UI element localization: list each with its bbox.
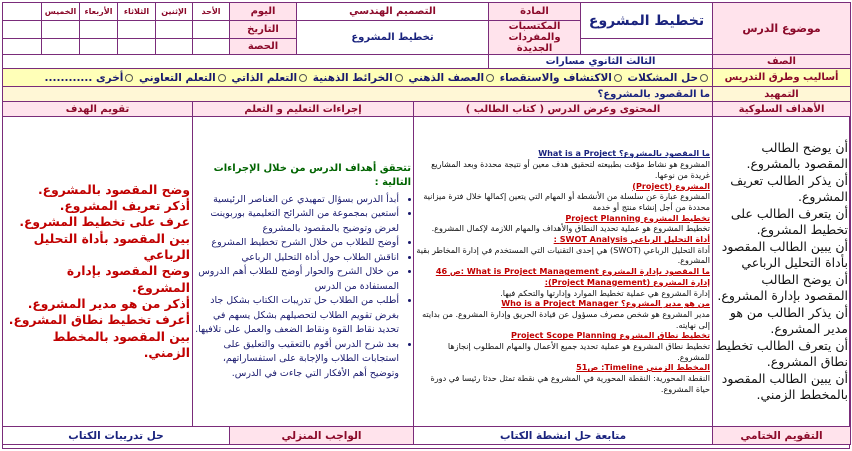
- concepts-value: تخطيط المشروع: [297, 21, 489, 55]
- content-text: النقطة المحورية: النقطة المحورية في المشروع هي نقطة تمثل حدثا رئيسا في دورة حياة المشروع.: [430, 373, 711, 394]
- method-option[interactable]: أخرى ............: [45, 72, 136, 84]
- evaluation-item: عرف على تخطيط المشروع.: [19, 215, 190, 230]
- procedures-intro: تتحقق أهداف الدرس من خلال الإجراءات التالية :: [213, 162, 412, 189]
- methods-list: [3, 69, 713, 87]
- objective-item: أن يبين الطالب المقصود بأداة التحليل الرباعي: [721, 238, 849, 270]
- homework-label: الواجب المنزلي: [230, 427, 414, 445]
- content-text: أداة التحليل الرباعي (SWOT) هي إحدى التقنيات التي المستخدم في إدارة المخاطر بقية المشروع.: [416, 244, 711, 266]
- followup-activities: متابعة حل انشطة الكتاب: [414, 427, 713, 445]
- procedures-header: إجراءات التعليم و التعلم: [193, 102, 414, 117]
- content-cell: [414, 117, 713, 427]
- day-sunday: الأحد: [193, 3, 230, 21]
- period-cell-3[interactable]: [118, 39, 156, 55]
- content-text: المشروع هو نشاط مؤقت بطبيعته لتحقيق هدف معين أو نتيجة محددة وبعد المشاريع غريدة من نوعها.: [431, 159, 711, 180]
- class-label: الصف: [713, 55, 851, 69]
- objective-item: أن يتعرف الطالب على تخطيط المشروع.: [730, 205, 849, 237]
- evaluation-item: وضح المقصود بالمشروع.: [38, 182, 190, 197]
- content-text: تخطيط نطاق المشروع هو عملية تحديد جميع الأعمال والمهام المطلوب إنجازها للمشروع.: [447, 341, 711, 362]
- evaluation-item: أذكر من هو مدير المشروع.: [27, 296, 190, 311]
- methods-label: أساليب وطرق التدريس: [713, 69, 851, 87]
- content-title: تخطيط نطاق المشروع Project Scope Planning: [511, 330, 711, 341]
- procedures-cell: [193, 117, 414, 427]
- objective-item: أن يتعرف الطالب تخطيط نطاق المشروع.: [715, 337, 849, 369]
- period-cell-1[interactable]: [193, 39, 230, 55]
- radio-icon: [614, 74, 622, 82]
- date-cell-3[interactable]: [118, 21, 156, 39]
- objectives-header: الأهداف السلوكية: [713, 102, 851, 117]
- content-title: من هو مدير المشروع؟ Who is a Project Manager: [501, 298, 711, 309]
- evaluation-item: بين المقصود بأداة التحليل الرباعي: [33, 231, 190, 263]
- subject-label: المادة: [489, 3, 581, 21]
- procedure-item: • أستعين بمجموعة من الشرائح التعليمية بوربوينت لعرض وتوضيح بالمقصود بالمشروع: [195, 207, 399, 236]
- evaluation-item: وضح المقصود بإدارة المشروع.: [66, 264, 190, 295]
- radio-icon: [486, 74, 494, 82]
- method-option[interactable]: التعلم الذاتي: [231, 72, 309, 84]
- procedure-item: • أوضح للطلاب من خلال الشرح تخطيط المشروع: [195, 236, 399, 251]
- content-title: تخطيط المشروع Project Planning: [565, 212, 711, 223]
- date-label: التاريخ: [230, 21, 297, 39]
- content-title: المخطط الزمني Timeline: ص51: [576, 362, 711, 373]
- evaluation-header: تقويم الهدف: [3, 102, 193, 117]
- period-label: الحصة: [230, 39, 297, 55]
- book-exercises: حل تدريبات الكتاب: [3, 427, 230, 445]
- procedure-item: • أطلب من الطلاب حل تدريبات الكتاب بشكل جاد بغرض تقويم الطلاب لتحصيلهم بشكل يسهم في تحديد نقاط القوة ونقاط الضعف والعمل على تلافيها.: [195, 294, 399, 338]
- class-value: الثالث الثانوي مسارات: [489, 55, 713, 69]
- radio-icon: [395, 74, 403, 82]
- topic-subcell: [581, 39, 713, 55]
- evaluation-cell: [3, 117, 193, 427]
- content-title: ما المقصود بالمشروع؟ What is a Project: [538, 148, 711, 159]
- content-text: تخطيط المشروع هو عملية تحديد النطاق والأهداف والمهام اللازمة لإكمال المشروع.: [431, 223, 711, 234]
- date-cell-2[interactable]: [156, 21, 193, 39]
- period-cell-6[interactable]: [3, 39, 42, 55]
- content-text: المشروع عبارة عن سلسلة من الأنشطة أو المهام التي يتعين إكمالها خلال فترة ميزانية محددة من أجل إنشاء منتج أو خدمة: [423, 191, 711, 212]
- content-text: مدير المشروع هو شخص مصرف مسؤول عن قيادة الحريق وإدارة المشروع. من بدايته إلى نهايته.: [422, 308, 711, 330]
- period-cell-4[interactable]: [80, 39, 118, 55]
- content-title: ما المقصود بإدارة المشروع What is Project Management :ص 46: [435, 266, 711, 277]
- radio-icon: [299, 74, 307, 82]
- subject-value: التصميم الهندسي: [297, 3, 489, 21]
- topic-label: موضوع الدرس: [713, 3, 851, 55]
- day-wednesday: الأربعاء: [80, 3, 118, 21]
- content-title: إدارة المشروع (Project Management):: [544, 276, 711, 287]
- procedure-item: • بعد شرح الدرس أقوم بالتعقيب والتعليق على استجابات الطلاب والإجابة على استفساراتهم، وتوضيح أهم الأفكار التي جاءت في الدرس.: [195, 338, 399, 382]
- period-cell-5[interactable]: [42, 39, 80, 55]
- date-cell-4[interactable]: [80, 21, 118, 39]
- topic-value: تخطيط المشروع: [581, 3, 713, 39]
- evaluation-item: بين المقصود بالمخطط الزمني.: [52, 329, 190, 360]
- objective-item: أن يوضح الطالب المقصود بالمشروع.: [746, 139, 849, 171]
- day-label: اليوم: [230, 3, 297, 21]
- final-evaluation-label: التقويم الختامي: [713, 427, 851, 445]
- objective-item: أن يذكر الطالب من هو مدير المشروع.: [729, 304, 849, 336]
- day-extra: [3, 3, 42, 21]
- day-tuesday: الثلاثاء: [118, 3, 156, 21]
- procedure-item: • من خلال الشرح والحوار أوضح للطلاب أهم الدروس المستفادة من الدرس: [195, 265, 399, 294]
- content-header: المحتوى وعرض الدرس ( كتاب الطالب ): [414, 102, 713, 117]
- objectives-cell: [713, 117, 851, 427]
- evaluation-item: أعرف تخطيط نطاق المشروع.: [8, 313, 190, 328]
- method-option[interactable]: حل المشكلات: [628, 72, 711, 84]
- period-cell-2[interactable]: [156, 39, 193, 55]
- intro-label: التمهيد: [713, 87, 851, 102]
- lesson-plan-table: [2, 2, 851, 445]
- procedure-item: • أبدأ الدرس بسؤال تمهيدي عن العناصر الرئيسية: [195, 193, 399, 208]
- method-option[interactable]: الخرائط الذهنية: [313, 72, 405, 84]
- procedure-item: • اناقش الطلاب حول أداة التحليل الرباعي: [195, 251, 399, 266]
- content-text: إدارة المشروع هي عملية تخطيط الموارد وإدارتها والتحكم فيها.: [500, 287, 711, 298]
- radio-icon: [700, 74, 708, 82]
- date-cell-5[interactable]: [42, 21, 80, 39]
- method-option[interactable]: الاكتشاف والاستقصاء: [500, 72, 624, 84]
- day-thursday: الخميس: [42, 3, 80, 21]
- evaluation-item: أذكر تعريف المشروع.: [59, 199, 190, 214]
- day-monday: الإثنين: [156, 3, 193, 21]
- content-title: أداة التحليل الرباعي SWOT Analysis :: [553, 234, 711, 245]
- objective-item: أن يبين الطالب المقصود بالمخطط الزمني.: [721, 370, 849, 402]
- objective-item: أن يذكر الطالب تعريف المشروع.: [730, 172, 849, 204]
- method-option[interactable]: التعلم التعاوني: [139, 72, 228, 84]
- radio-icon: [125, 74, 133, 82]
- radio-icon: [218, 74, 226, 82]
- concepts-label: المكتسبات والمفردات الجديدة: [489, 21, 581, 55]
- content-title: المشروع (Project): [632, 180, 711, 191]
- date-cell-1[interactable]: [193, 21, 230, 39]
- intro-question: ما المقصود بالمشروع؟: [3, 87, 713, 102]
- procedures-list: [195, 193, 411, 382]
- class-empty: [3, 55, 489, 69]
- method-option[interactable]: العصف الذهني: [408, 72, 496, 84]
- date-cell-6[interactable]: [3, 21, 42, 39]
- objective-item: أن يوضح الطالب المقصود بإدارة المشروع.: [717, 271, 849, 303]
